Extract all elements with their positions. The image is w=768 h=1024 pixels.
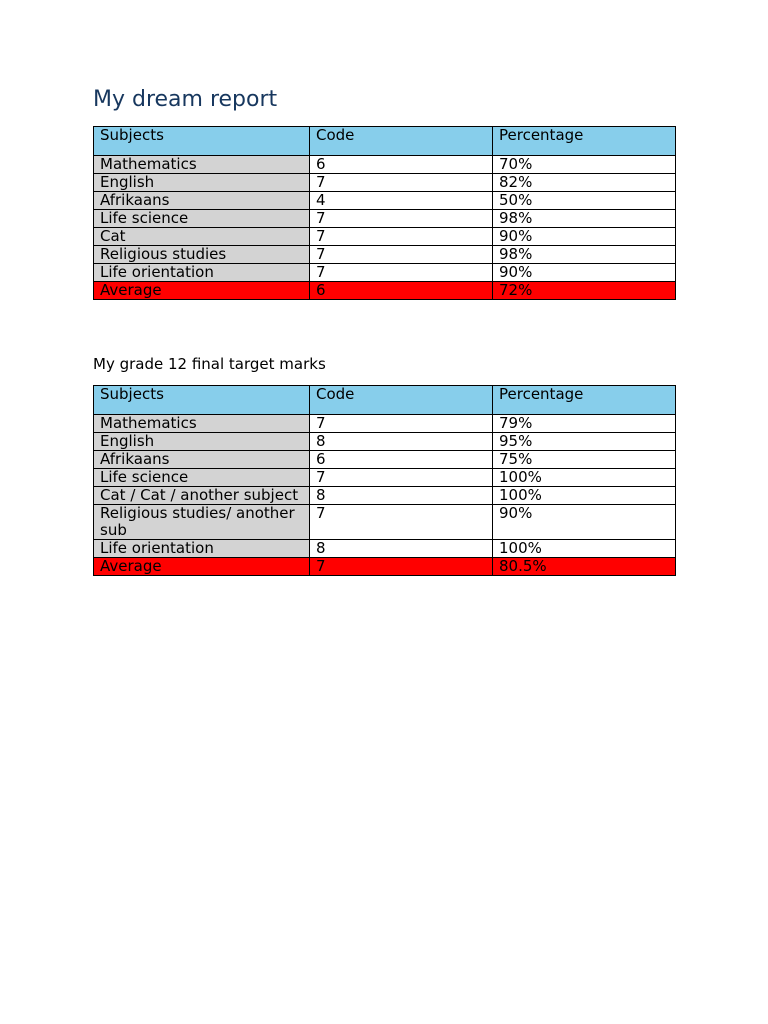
table-row [94,469,676,487]
subject-cell: Cat / Cat / another subject [94,487,310,505]
code-cell: 7 [310,264,493,282]
average-row [94,282,676,300]
table-row [94,228,676,246]
average-code: 7 [310,558,493,576]
code-cell: 8 [310,487,493,505]
percentage-cell: 79% [493,415,676,433]
code-cell: 8 [310,433,493,451]
table-row [94,451,676,469]
dream-report-table [93,126,676,300]
code-cell: 8 [310,540,493,558]
header-subjects: Subjects [94,386,310,415]
average-row [94,558,676,576]
table-row [94,264,676,282]
subject-cell: English [94,433,310,451]
percentage-cell: 98% [493,210,676,228]
average-label: Average [94,282,310,300]
header-code: Code [310,127,493,156]
percentage-cell: 50% [493,192,676,210]
table-header-row [94,127,676,156]
table-row [94,210,676,228]
percentage-cell: 100% [493,540,676,558]
table-row [94,246,676,264]
percentage-cell: 70% [493,156,676,174]
average-percentage: 80.5% [493,558,676,576]
code-cell: 7 [310,174,493,192]
table-row [94,192,676,210]
code-cell: 7 [310,415,493,433]
average-label: Average [94,558,310,576]
subject-cell: Mathematics [94,156,310,174]
subject-cell: Life science [94,210,310,228]
subject-cell: Mathematics [94,415,310,433]
target-marks-table [93,385,676,576]
percentage-cell: 75% [493,451,676,469]
table-row [94,174,676,192]
average-percentage: 72% [493,282,676,300]
table-row [94,505,676,540]
subject-cell: Life orientation [94,264,310,282]
code-cell: 4 [310,192,493,210]
subject-cell: Afrikaans [94,192,310,210]
header-code: Code [310,386,493,415]
section-heading: My grade 12 final target marks [93,355,326,373]
table-row [94,540,676,558]
code-cell: 7 [310,210,493,228]
header-percentage: Percentage [493,127,676,156]
code-cell: 6 [310,451,493,469]
code-cell: 7 [310,228,493,246]
code-cell: 7 [310,505,493,540]
table-row [94,156,676,174]
average-code: 6 [310,282,493,300]
subject-cell: Cat [94,228,310,246]
percentage-cell: 100% [493,487,676,505]
table-row [94,433,676,451]
percentage-cell: 100% [493,469,676,487]
percentage-cell: 90% [493,505,676,540]
code-cell: 7 [310,246,493,264]
percentage-cell: 95% [493,433,676,451]
subject-cell: Life orientation [94,540,310,558]
header-percentage: Percentage [493,386,676,415]
subject-cell: Religious studies [94,246,310,264]
subject-cell: Life science [94,469,310,487]
table-header-row [94,386,676,415]
percentage-cell: 82% [493,174,676,192]
table-row [94,415,676,433]
percentage-cell: 90% [493,228,676,246]
percentage-cell: 90% [493,264,676,282]
percentage-cell: 98% [493,246,676,264]
subject-cell: Religious studies/ another sub [94,505,310,540]
header-subjects: Subjects [94,127,310,156]
code-cell: 7 [310,469,493,487]
subject-cell: English [94,174,310,192]
code-cell: 6 [310,156,493,174]
table-row [94,487,676,505]
subject-cell: Afrikaans [94,451,310,469]
page-title: My dream report [93,87,278,112]
